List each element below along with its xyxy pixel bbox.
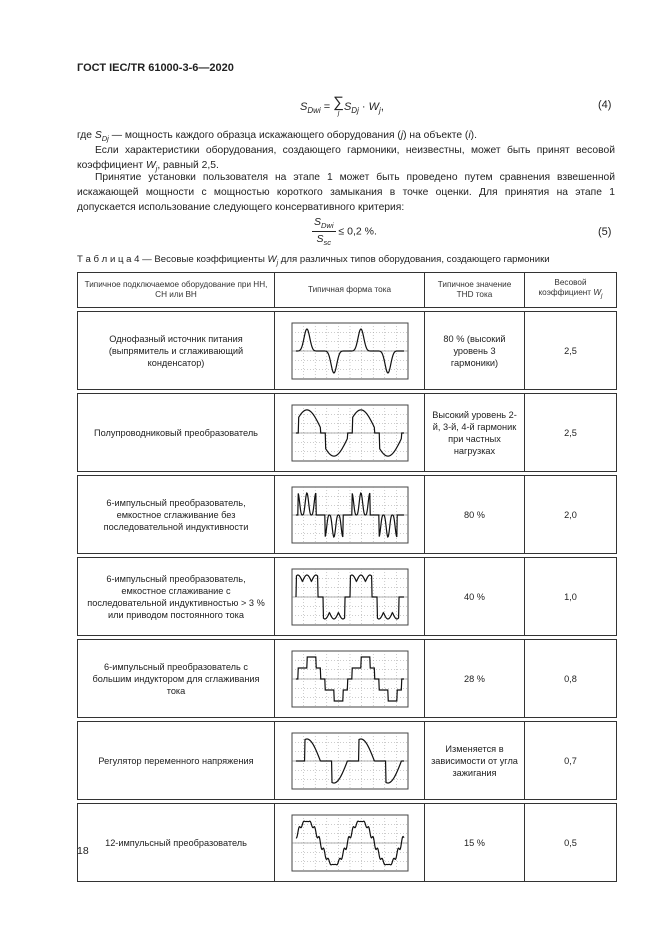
header-weight: Весовой коэффициент $W_j$: [525, 273, 617, 308]
weight-cell: 2,5: [525, 394, 617, 472]
weight-cell: 2,0: [525, 476, 617, 554]
waveform-cell: [275, 312, 425, 390]
equipment-cell: Регулятор переменного напряжения: [78, 722, 275, 800]
waveform-cell: [275, 640, 425, 718]
paragraph-stage1-acceptance: Принятие установки пользователя на этапе 1 может быть проведено путем сравнения взвешенной искажающей мощности с мощностью короткого замыкания в точке оценки. Для принятия на этапе 1 допускается использование следующего консервативного критерия:: [77, 172, 615, 213]
where-paragraph: где $S_{Dj}$ — мощность каждого образца искажающего оборудования (j) на объекте (i).: [77, 130, 477, 144]
table-row: [78, 394, 617, 472]
weight-cell: 0,8: [525, 640, 617, 718]
thd-cell: Изменяется в зависимости от угла зажигания: [425, 722, 525, 800]
waveform-cell: [275, 558, 425, 636]
header-thd: Типичное значение THD тока: [425, 273, 525, 308]
page-number: 18: [77, 845, 89, 857]
table-row: [78, 312, 617, 390]
table-row: [78, 722, 617, 800]
formula-4: $S_{Dwi}$ = ∑ j $S_{Dj} \cdot W_j$,: [300, 94, 384, 117]
equation-number-4: (4): [598, 99, 612, 111]
thd-cell: 80 % (высокий уровень 3 гармоники): [425, 312, 525, 390]
table-row: [78, 558, 617, 636]
thd-cell: 28 %: [425, 640, 525, 718]
waveform-cell: [275, 394, 425, 472]
waveform-cell: [275, 722, 425, 800]
waveform-plot: [290, 321, 410, 381]
table-row: [78, 640, 617, 718]
weight-cell: 0,7: [525, 722, 617, 800]
waveform-plot: [290, 403, 410, 463]
waveform-plot: [290, 485, 410, 545]
waveform-plot: [290, 731, 410, 791]
thd-cell: 40 %: [425, 558, 525, 636]
waveform-cell: [275, 804, 425, 882]
waveform-plot: [290, 567, 410, 627]
table-row: [78, 476, 617, 554]
formula-5: $\frac{S_{Dwi}}{S_{sc}}$ ≤ 0,2 %.: [314, 216, 377, 248]
waveform-plot: [290, 813, 410, 873]
equipment-cell: Однофазный источник питания (выпрямитель и сглаживающий конденсатор): [78, 312, 275, 390]
weight-cell: 0,5: [525, 804, 617, 882]
table-header-row: [78, 273, 617, 308]
paragraph-unknown-equipment: Если характеристики оборудования, создающего гармоники, неизвестны, может быть принят весовой коэффициент $W_j$, равный 2,5.: [77, 145, 615, 174]
thd-cell: Высокий уровень 2-й, 3-й, 4-й гармоник при частных нагрузках: [425, 394, 525, 472]
table-caption: Т а б л и ц а 4 — Весовые коэффициенты $W_j$ для различных типов оборудования, создающего гармоники: [77, 254, 550, 267]
header-equipment: Типичное подключаемое оборудование при НН, СН или ВН: [78, 273, 275, 308]
header-waveform: Типичная форма тока: [275, 273, 425, 308]
weight-cell: 1,0: [525, 558, 617, 636]
equipment-cell: Полупроводниковый преобразователь: [78, 394, 275, 472]
document-header: ГОСТ IEC/TR 61000-3-6—2020: [77, 62, 234, 74]
weight-cell: 2,5: [525, 312, 617, 390]
equipment-cell: 6-импульсный преобразователь, емкостное сглаживание с последовательной индуктивностью > 3 % или приводом постоянного тока: [78, 558, 275, 636]
thd-cell: 15 %: [425, 804, 525, 882]
waveform-cell: [275, 476, 425, 554]
equation-number-5: (5): [598, 226, 612, 238]
thd-cell: 80 %: [425, 476, 525, 554]
weights-table: [77, 272, 617, 882]
waveform-plot: [290, 649, 410, 709]
equipment-cell: 6-импульсный преобразователь, емкостное сглаживание без последовательной индуктивности: [78, 476, 275, 554]
equipment-cell: 12-импульсный преобразователь: [78, 804, 275, 882]
table-row: [78, 804, 617, 882]
equipment-cell: 6-импульсный преобразователь с большим индуктором для сглаживания тока: [78, 640, 275, 718]
